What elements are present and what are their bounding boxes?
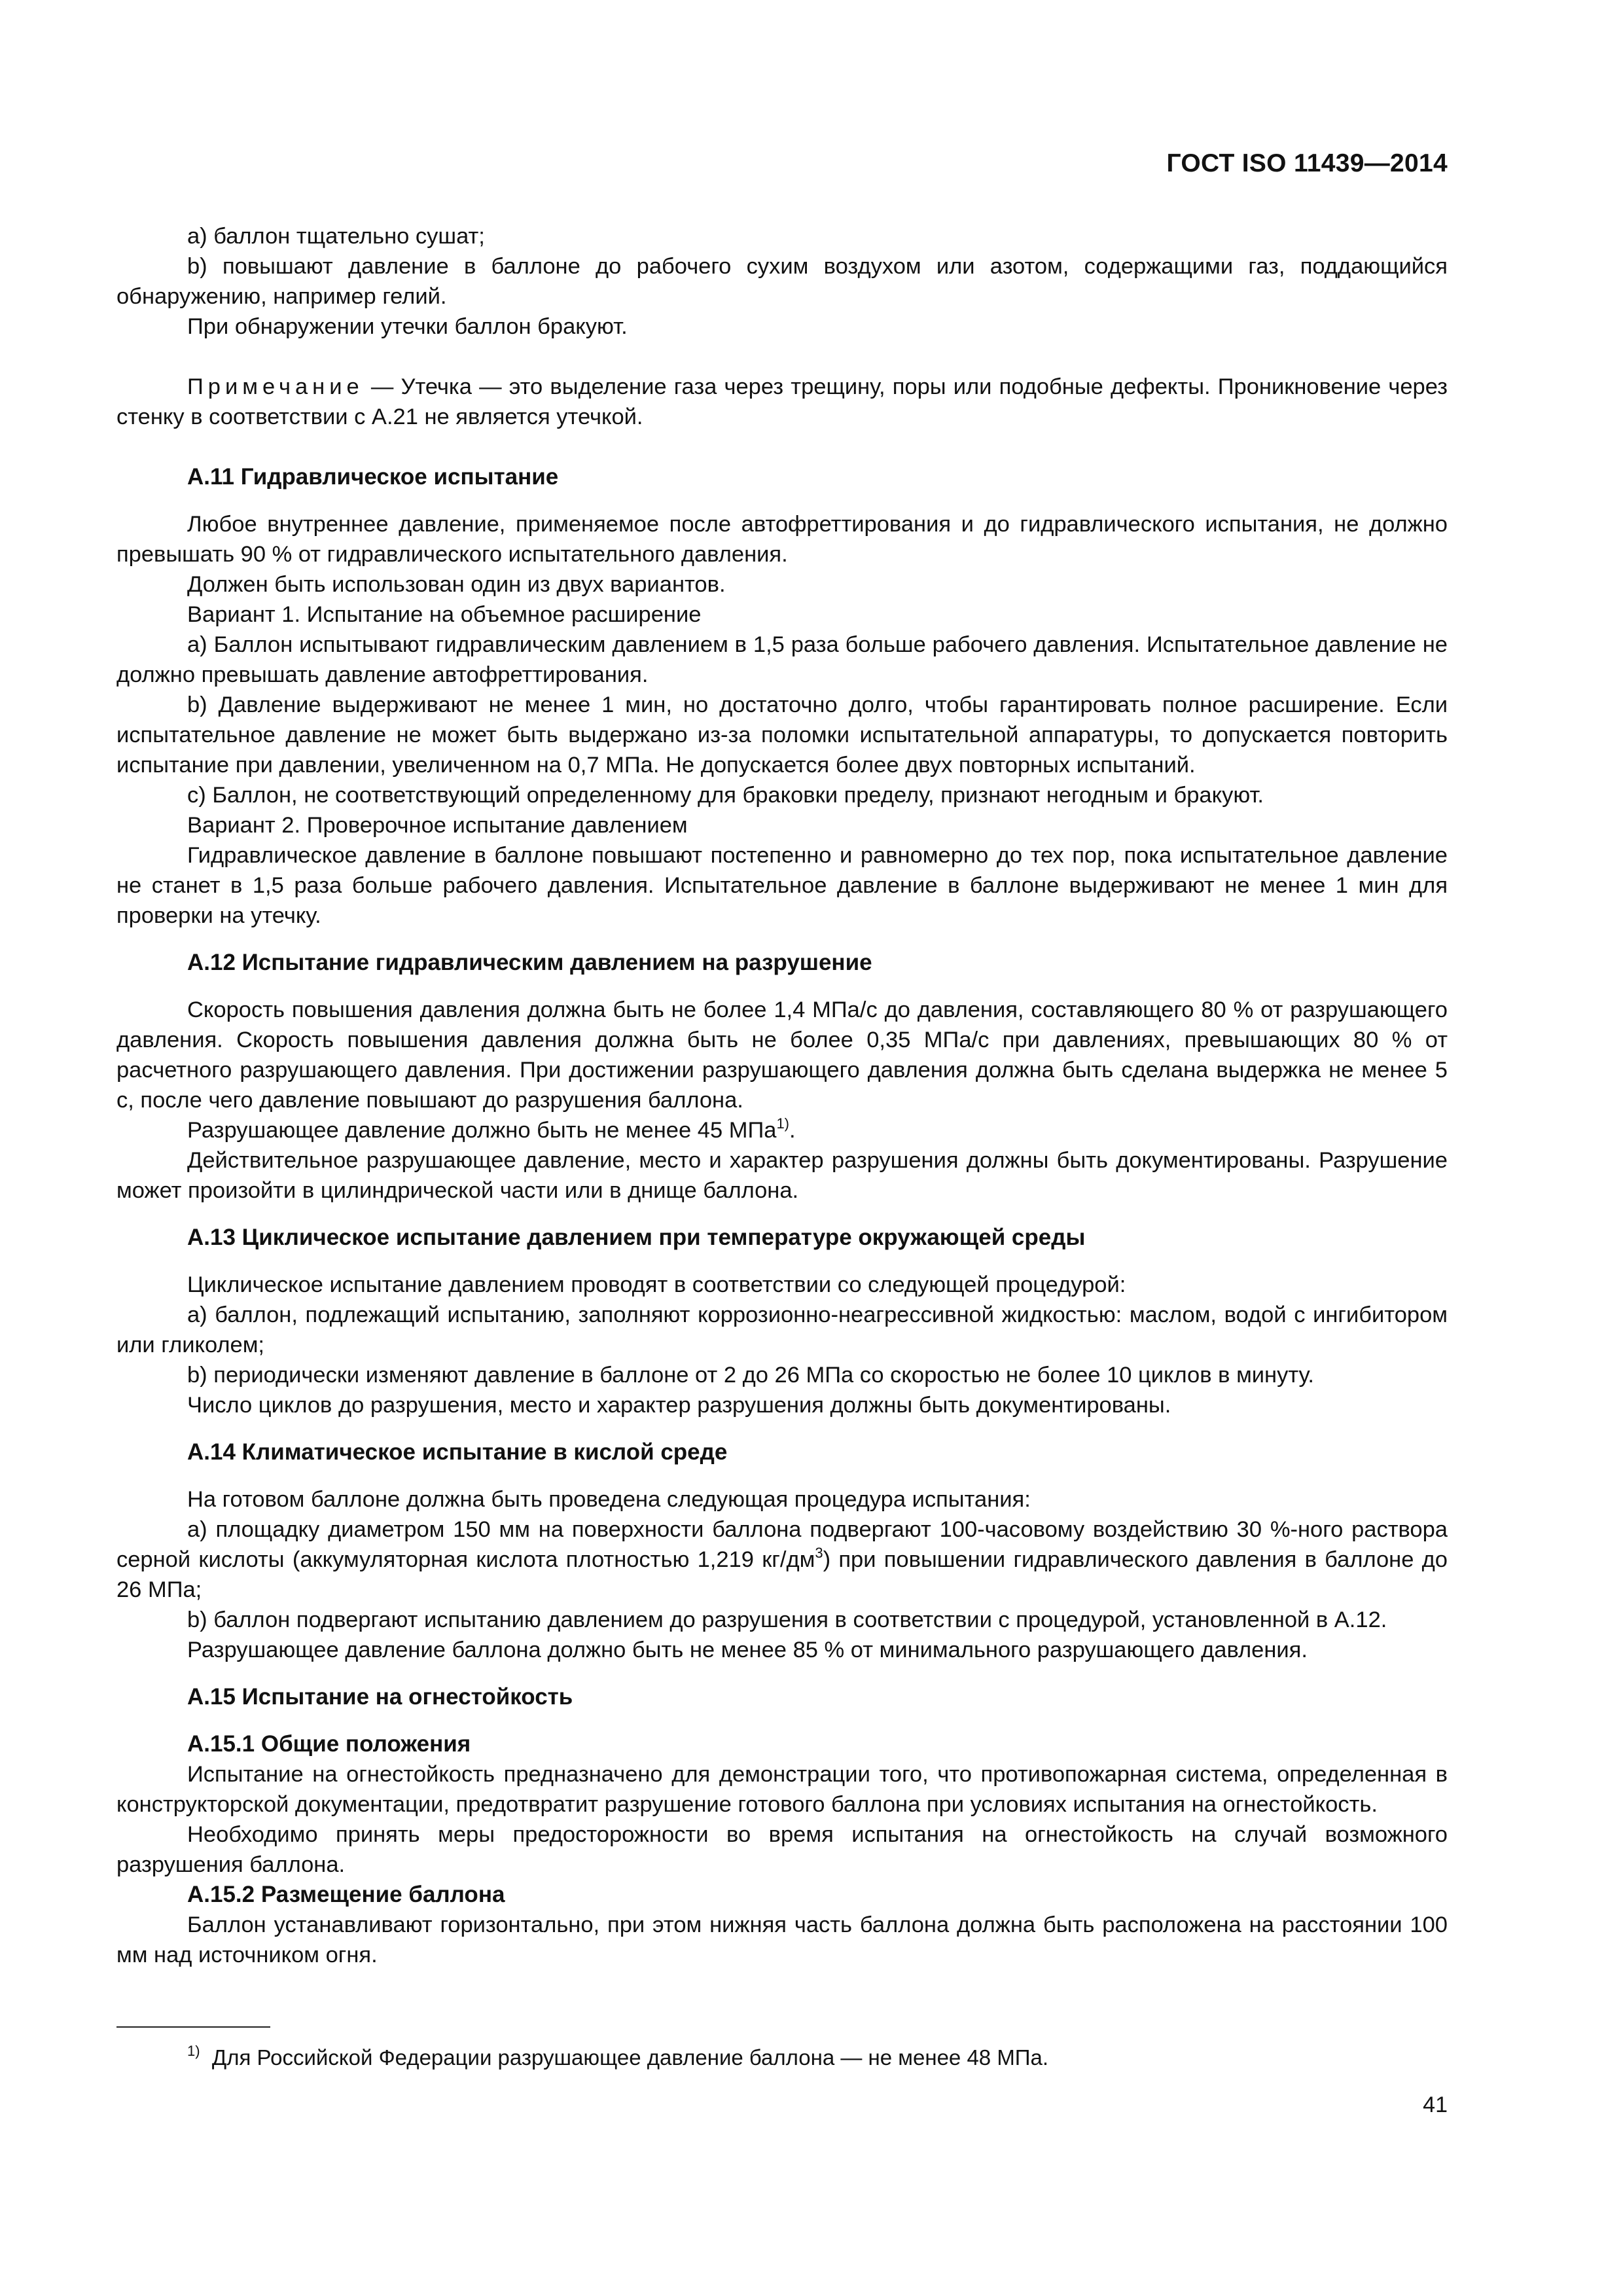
paragraph: Действительное разрушающее давление, место и характер разрушения должны быть документированы. Разрушение может произойти в цилиндрической части или в днище баллона. <box>116 1148 1448 1203</box>
section-heading-a14: А.14 Климатическое испытание в кислой среде <box>187 1439 728 1465</box>
section-heading-a13: А.13 Циклическое испытание давлением при температуре окружающей среды <box>187 1225 1086 1250</box>
section-heading-a11: А.11 Гидравлическое испытание <box>187 464 559 490</box>
burst-pressure-text: Разрушающее давление должно быть не менее 45 МПа <box>187 1118 777 1143</box>
section-heading-a12: А.12 Испытание гидравлическим давлением на разрушение <box>187 950 872 975</box>
footnote-marker: 1) <box>187 2043 200 2059</box>
standard-designation: ГОСТ ISO 11439—2014 <box>1166 149 1448 177</box>
paragraph: с) Баллон, не соответствующий определенному для браковки пределу, признают негодным и бракуют. <box>187 783 1264 808</box>
paragraph: Циклическое испытание давлением проводят в соответствии со следующей процедурой: <box>187 1272 1126 1297</box>
paragraph: b) периодически изменяют давление в баллоне от 2 до 26 МПа со скоростью не более 10 циклов в минуту. <box>187 1363 1314 1388</box>
paragraph: Скорость повышения давления должна быть не более 1,4 МПа/с до давления, составляющего 80 % от разрушающего давления. Скорость повышения давления должна быть не более 0,35 МПа/с при давлениях, превышающих 80 % от расчетного разрушающего давления. При достижении разрушающего давления должна быть сделана выдержка не менее 5 с, после чего давление повышают до разрушения баллона. <box>116 997 1448 1113</box>
paragraph: Необходимо принять меры предосторожности во время испытания на огнестойкость на случай возможного разрушения баллона. <box>116 1822 1448 1877</box>
subsection-heading-a15-2: А.15.2 Размещение баллона <box>187 1882 505 1907</box>
paragraph: На готовом баллоне должна быть проведена следующая процедура испытания: <box>187 1487 1031 1512</box>
list-item-b: b) повышают давление в баллоне до рабочего сухим воздухом или азотом, содержащими газ, поддающийся обнаружению, например гелий. <box>116 254 1448 309</box>
footnote-divider <box>116 2026 270 2028</box>
footnote-text: Для Российской Федерации разрушающее давление баллона — не менее 48 МПа. <box>211 2045 1049 2070</box>
page-body <box>116 221 1448 1970</box>
note <box>116 372 1448 432</box>
paragraph: а) Баллон испытывают гидравлическим давлением в 1,5 раза больше рабочего давления. Испытательное давление не должно превышать давление автофреттирования. <box>116 632 1448 687</box>
paragraph: а) баллон, подлежащий испытанию, заполняют коррозионно-неагрессивной жидкостью: маслом, водой с ингибитором или гликолем; <box>116 1302 1448 1357</box>
page-number: 41 <box>1423 2092 1448 2117</box>
paragraph: Баллон устанавливают горизонтально, при этом нижняя часть баллона должна быть расположена на расстоянии 100 мм над источником огня. <box>116 1912 1448 1967</box>
paragraph: Разрушающее давление должно быть не менее 45 МПа$^{1)}$. <box>187 1115 796 1143</box>
reject-text: При обнаружении утечки баллон бракуют. <box>187 314 628 339</box>
paragraph: b) баллон подвергают испытанию давлением до разрушения в соответствии с процедурой, установленной в А.12. <box>187 1607 1387 1632</box>
paragraph: b) Давление выдерживают не менее 1 мин, но достаточно долго, чтобы гарантировать полное расширение. Если испытательное давление не может быть выдержано из-за поломки испытательной аппаратуры, то допускается повторить испытание при давлении, увеличенном на 0,7 МПа. Не допускается более двух повторных испытаний. <box>116 692 1448 778</box>
note-label: Примечание <box>187 374 364 399</box>
footnote-ref: 1) <box>776 1115 789 1132</box>
subsection-heading-a15-1: А.15.1 Общие положения <box>187 1731 471 1757</box>
paragraph: Вариант 2. Проверочное испытание давлением <box>187 813 688 838</box>
paragraph: а) площадку диаметром 150 мм на поверхности баллона подвергают 100-часовому воздействию 30 %-ного раствора серной кислоты (аккумуляторная кислота плотностью 1,219 $кг/дм^3$) при повышении гидравлического давления в баллоне до 26 МПа; <box>116 1517 1448 1602</box>
superscript: 3 <box>815 1545 823 1561</box>
footnote <box>187 2043 1048 2072</box>
list-item-a: а) баллон тщательно сушат; <box>187 224 485 249</box>
paragraph: Испытание на огнестойкость предназначено для демонстрации того, что противопожарная система, определенная в конструкторской документации, предотвратит разрушение готового баллона при условиях испытания на огнестойкость. <box>116 1762 1448 1817</box>
paragraph: Должен быть использован один из двух вариантов. <box>187 572 726 597</box>
paragraph: Число циклов до разрушения, место и характер разрушения должны быть документированы. <box>187 1393 1171 1418</box>
paragraph: Гидравлическое давление в баллоне повышают постепенно и равномерно до тех пор, пока испытательное давление не станет в 1,5 раза больше рабочего давления. Испытательное давление в баллоне выдерживают не менее 1 мин для проверки на утечку. <box>116 843 1448 928</box>
paragraph: Вариант 1. Испытание на объемное расширение <box>187 602 702 627</box>
section-heading-a15: А.15 Испытание на огнестойкость <box>187 1684 573 1710</box>
paragraph: Любое внутреннее давление, применяемое после автофреттирования и до гидравлического испытания, не должно превышать 90 % от гидравлического испытательного давления. <box>116 512 1448 567</box>
paragraph: Разрушающее давление баллона должно быть не менее 85 % от минимального разрушающего давления. <box>187 1638 1308 1662</box>
note-text: — Утечка — это выделение газа через трещину, поры или подобные дефекты. Проникновение через стенку в соответствии с А.21 не является утечкой. <box>116 374 1448 429</box>
